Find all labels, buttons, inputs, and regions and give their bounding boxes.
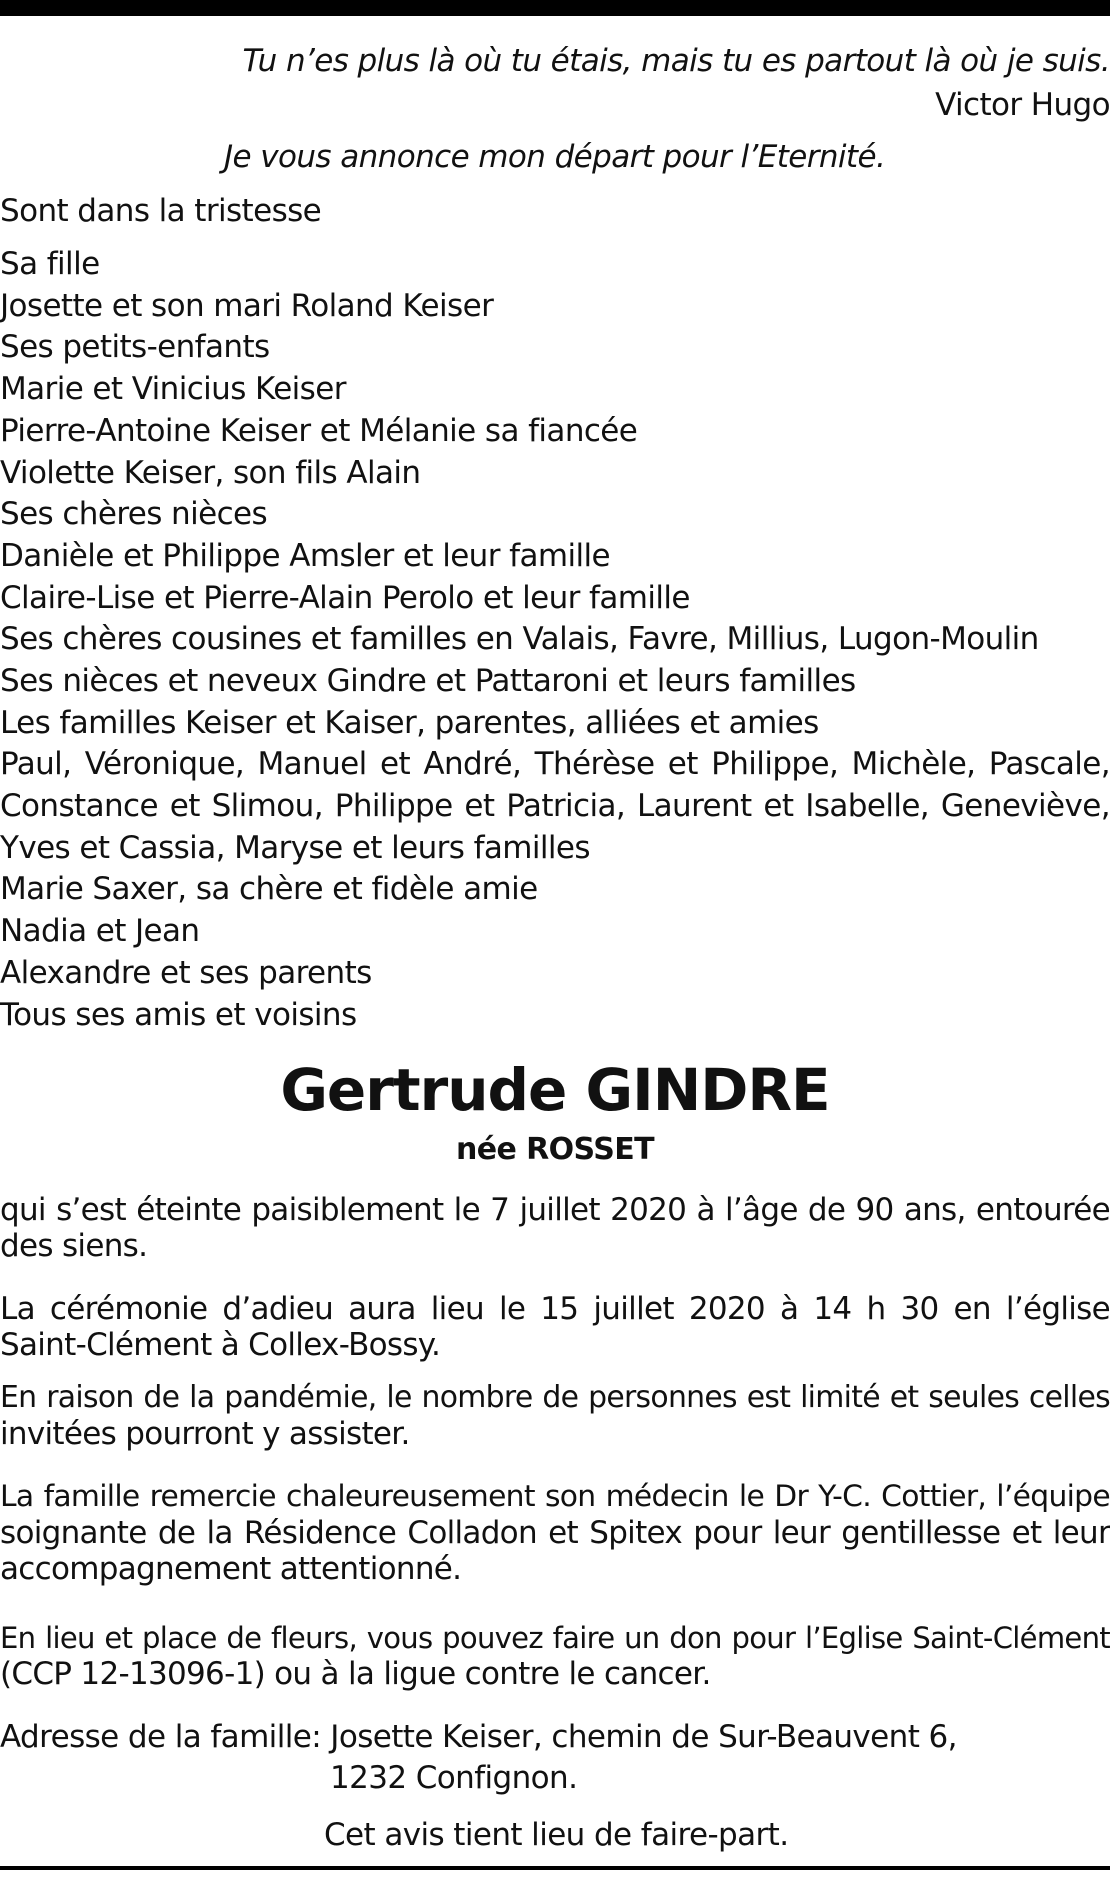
- paragraph-line: invitées pourront y assister.: [0, 1416, 410, 1452]
- mourner-line: Ses petits-enfants: [0, 329, 270, 365]
- paragraph-ceremony: [0, 1291, 1110, 1363]
- paragraph-death: [0, 1192, 1110, 1264]
- mourner-line: Ses nièces et neveux Gindre et Pattaroni et leurs familles: [0, 663, 856, 699]
- quote-author: Victor Hugo: [935, 87, 1110, 123]
- mourner-line: Tous ses amis et voisins: [0, 997, 357, 1033]
- mourner-line: Les familles Keiser et Kaiser, parentes, alliées et amies: [0, 705, 819, 741]
- paragraph-donation: [0, 1620, 1110, 1692]
- paragraph-line: La cérémonie d’adieu aura lieu le 15 juillet 2020 à 14 h 30 en l’église: [0, 1291, 1110, 1327]
- friends-line: Paul, Véronique, Manuel et André, Thérèse et Philippe, Michèle, Pascale,: [0, 746, 1110, 782]
- mourner-line: Violette Keiser, son fils Alain: [0, 455, 421, 491]
- bottom-rule: [0, 1866, 1110, 1870]
- mourner-line: Danièle et Philippe Amsler et leur famille: [0, 538, 610, 574]
- deceased-maiden-name: née ROSSET: [456, 1132, 654, 1167]
- mourner-line: Ses chères nièces: [0, 496, 268, 532]
- friends-line: Yves et Cassia, Maryse et leurs familles: [0, 830, 590, 866]
- mourner-line: Sa fille: [0, 246, 100, 282]
- deceased-name: Gertrude GINDRE: [280, 1056, 830, 1124]
- mourner-line: Josette et son mari Roland Keiser: [0, 288, 494, 324]
- mourner-line: Marie Saxer, sa chère et fidèle amie: [0, 871, 538, 907]
- paragraph-line: accompagnement attentionné.: [0, 1551, 462, 1587]
- paragraph-line: des siens.: [0, 1228, 148, 1264]
- paragraph-line: Saint-Clément à Collex-Bossy.: [0, 1327, 441, 1363]
- family-address: Adresse de la famille: Josette Keiser, chemin de Sur-Beauvent 6,: [0, 1719, 957, 1755]
- mourner-line: Nadia et Jean: [0, 913, 200, 949]
- mourner-line: Claire-Lise et Pierre-Alain Perolo et leur famille: [0, 580, 690, 616]
- paragraph-line: La famille remercie chaleureusement son médecin le Dr Y-C. Cottier, l’équipe: [0, 1479, 1110, 1514]
- mourners-intro: Sont dans la tristesse: [0, 193, 322, 229]
- mourner-line: Ses chères cousines et familles en Valais, Favre, Millius, Lugon-Moulin: [0, 621, 1039, 657]
- footer-note: Cet avis tient lieu de faire-part.: [324, 1817, 789, 1853]
- friends-line: Constance et Slimou, Philippe et Patricia, Laurent et Isabelle, Geneviève,: [0, 788, 1110, 824]
- family-address-city: 1232 Confignon.: [330, 1760, 578, 1796]
- paragraph-line: (CCP 12-13096-1) ou à la ligue contre le cancer.: [0, 1656, 711, 1692]
- paragraph-pandemic: [0, 1380, 1110, 1452]
- paragraph-line: soignante de la Résidence Colladon et Spitex pour leur gentillesse et leur: [0, 1515, 1110, 1551]
- announcement: Je vous annonce mon départ pour l’Eternité.: [224, 139, 886, 175]
- quote-text: Tu n’es plus là où tu étais, mais tu es partout là où je suis.: [242, 43, 1110, 79]
- paragraph-line: En lieu et place de fleurs, vous pouvez faire un don pour l’Eglise Saint-Clément: [0, 1621, 1110, 1655]
- paragraph-line: En raison de la pandémie, le nombre de personnes est limité et seules celles: [0, 1380, 1110, 1415]
- paragraph-thanks: [0, 1479, 1110, 1587]
- mourner-line: Marie et Vinicius Keiser: [0, 371, 346, 407]
- paragraph-line: qui s’est éteinte paisiblement le 7 juillet 2020 à l’âge de 90 ans, entourée: [0, 1192, 1110, 1228]
- mourner-line: Alexandre et ses parents: [0, 955, 372, 991]
- mourner-line: Pierre-Antoine Keiser et Mélanie sa fiancée: [0, 413, 638, 449]
